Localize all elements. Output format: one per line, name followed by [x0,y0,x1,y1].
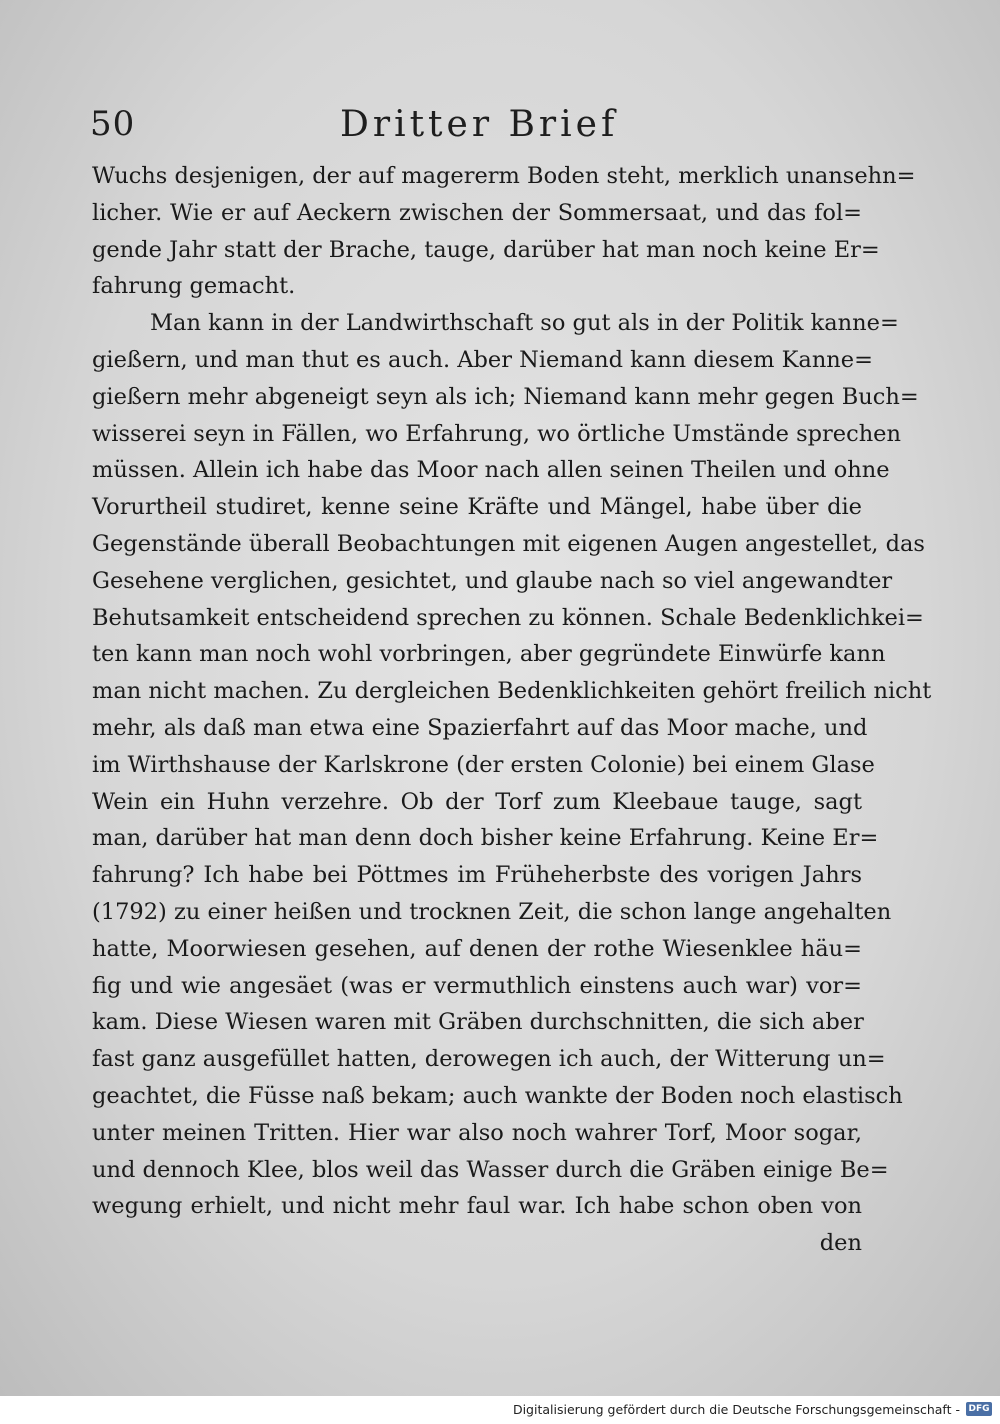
text-line: ten kann man noch wohl vorbringen, aber gegründete Einwürfe kann [92,641,886,668]
text-line: Behutsamkeit entscheidend sprechen zu können. Schale Bedenklichkei= [92,604,924,631]
digitization-footer [0,1396,1000,1424]
text-line: wegung erhielt, und nicht mehr faul war. Ich habe schon oben von [92,1193,862,1220]
text-line: (1792) zu einer heißen und trocknen Zeit, die schon lange angehalten [92,898,892,925]
running-head: Dritter Brief [340,104,619,145]
text-line: im Wirthshause der Karlskrone (der ersten Colonie) bei einem Glase [92,751,875,778]
page-number: 50 [90,104,136,144]
text-line: fahrung? Ich habe bei Pöttmes im Früheherbste des vorigen Jahrs [92,862,862,889]
text-line: kam. Diese Wiesen waren mit Gräben durchschnitten, die sich aber [92,1009,864,1036]
text-line: licher. Wie er auf Aeckern zwischen der Sommersaat, und das fol= [92,199,862,226]
text-line: man, darüber hat man denn doch bisher keine Erfahrung. Keine Er= [92,825,879,852]
text-line: fig und wie angesäet (was er vermuthlich einstens auch war) vor= [92,972,862,999]
page-header [90,104,860,150]
text-line: und dennoch Klee, blos weil das Wasser durch die Gräben einige Be= [92,1156,889,1183]
text-line: wisserei seyn in Fällen, wo Erfahrung, wo örtliche Umstände sprechen [92,420,901,447]
text-line: Gegenstände überall Beobachtungen mit eigenen Augen angestellet, das [92,530,925,557]
text-line: gende Jahr statt der Brache, tauge, darüber hat man noch keine Er= [92,236,880,263]
text-line: Wuchs desjenigen, der auf magererm Boden steht, merklich unansehn= [92,163,916,189]
text-line: unter meinen Tritten. Hier war also noch wahrer Torf, Moor sogar, [92,1119,862,1146]
text-line: müssen. Allein ich habe das Moor nach allen seinen Theilen und ohne [92,457,890,484]
text-line: Vorurtheil studiret, kenne seine Kräfte und Mängel, habe über die [92,494,862,521]
text-line: Man kann in der Landwirthschaft so gut als in der Politik kanne= [150,310,899,337]
text-line: Gesehene verglichen, gesichtet, und glaube nach so viel angewandter [92,567,893,594]
text-line: gießern, und man thut es auch. Aber Niemand kann diesem Kanne= [92,346,873,373]
text-line: fast ganz ausgefüllet hatten, derowegen ich auch, der Witterung un= [92,1046,886,1073]
text-line: geachtet, die Füsse naß bekam; auch wankte der Boden noch elastisch [92,1082,903,1109]
funding-credit: Digitalisierung gefördert durch die Deutsche Forschungsgemeinschaft - [512,1402,960,1417]
dfg-logo: DFG [966,1402,992,1416]
body-text [92,158,932,1262]
text-line: gießern mehr abgeneigt seyn als ich; Niemand kann mehr gegen Buch= [92,383,919,410]
text-line: mehr, als daß man etwa eine Spazierfahrt auf das Moor mache, und [92,714,868,741]
text-line: Wein ein Huhn verzehre. Ob der Torf zum Kleebaue tauge, sagt [92,788,862,815]
text-line: hatte, Moorwiesen gesehen, auf denen der rothe Wiesenklee häu= [92,935,862,962]
catchword: den [819,1230,862,1257]
text-line: fahrung gemacht. [92,273,296,300]
text-line: man nicht machen. Zu dergleichen Bedenklichkeiten gehört freilich nicht [92,678,932,705]
